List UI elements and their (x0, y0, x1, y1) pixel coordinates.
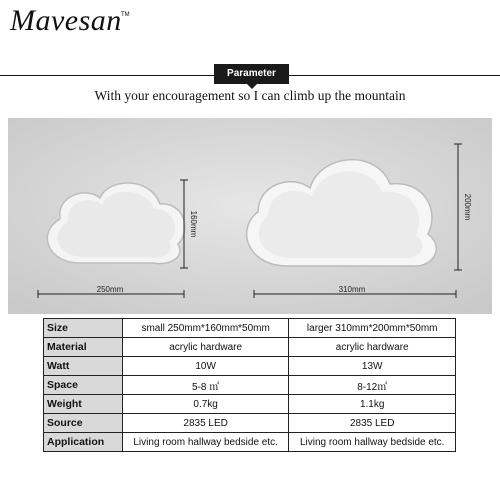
spec-label: Application (44, 433, 123, 452)
table-row (44, 319, 456, 338)
slogan-text: With your encouragement so I can climb up the mountain (94, 88, 406, 103)
spec-label: Watt (44, 357, 123, 376)
spec-large-value: acrylic hardware (289, 338, 456, 357)
spec-small-value: 10W (122, 357, 289, 376)
product-photo (8, 118, 492, 314)
large-height-label: 200mm (463, 193, 472, 221)
table-row (44, 414, 456, 433)
large-width-label: 310mm (338, 285, 366, 294)
spec-small-value: Living room hallway bedside etc. (122, 433, 289, 452)
table-row (44, 338, 456, 357)
spec-small-value: 2835 LED (122, 414, 289, 433)
spec-large-value: 2835 LED (289, 414, 456, 433)
spec-label: Weight (44, 395, 123, 414)
spec-large-value: 8-12㎡ (289, 376, 456, 395)
spec-label: Material (44, 338, 123, 357)
spec-small-value: small 250mm*160mm*50mm (122, 319, 289, 338)
spec-large-value: larger 310mm*200mm*50mm (289, 319, 456, 338)
spec-large-value: 13W (289, 357, 456, 376)
table-row (44, 357, 456, 376)
spec-label: Source (44, 414, 123, 433)
spec-label: Space (44, 376, 123, 395)
trademark-mark: TM (121, 12, 130, 18)
parameter-banner: Parameter (214, 64, 289, 84)
small-width-label: 250mm (96, 285, 124, 294)
table-row (44, 376, 456, 395)
table-row (44, 433, 456, 452)
spec-small-value: acrylic hardware (122, 338, 289, 357)
spec-table (43, 318, 456, 452)
small-height-label: 160mm (189, 210, 198, 238)
spec-large-value: 1.1kg (289, 395, 456, 414)
spec-label: Size (44, 319, 123, 338)
brand-logo: Mavesan (10, 4, 122, 37)
product-illustration (8, 118, 492, 314)
spec-small-value: 0.7kg (122, 395, 289, 414)
spec-large-value: Living room hallway bedside etc. (289, 433, 456, 452)
spec-small-value: 5-8 ㎡ (122, 376, 289, 395)
table-row (44, 395, 456, 414)
